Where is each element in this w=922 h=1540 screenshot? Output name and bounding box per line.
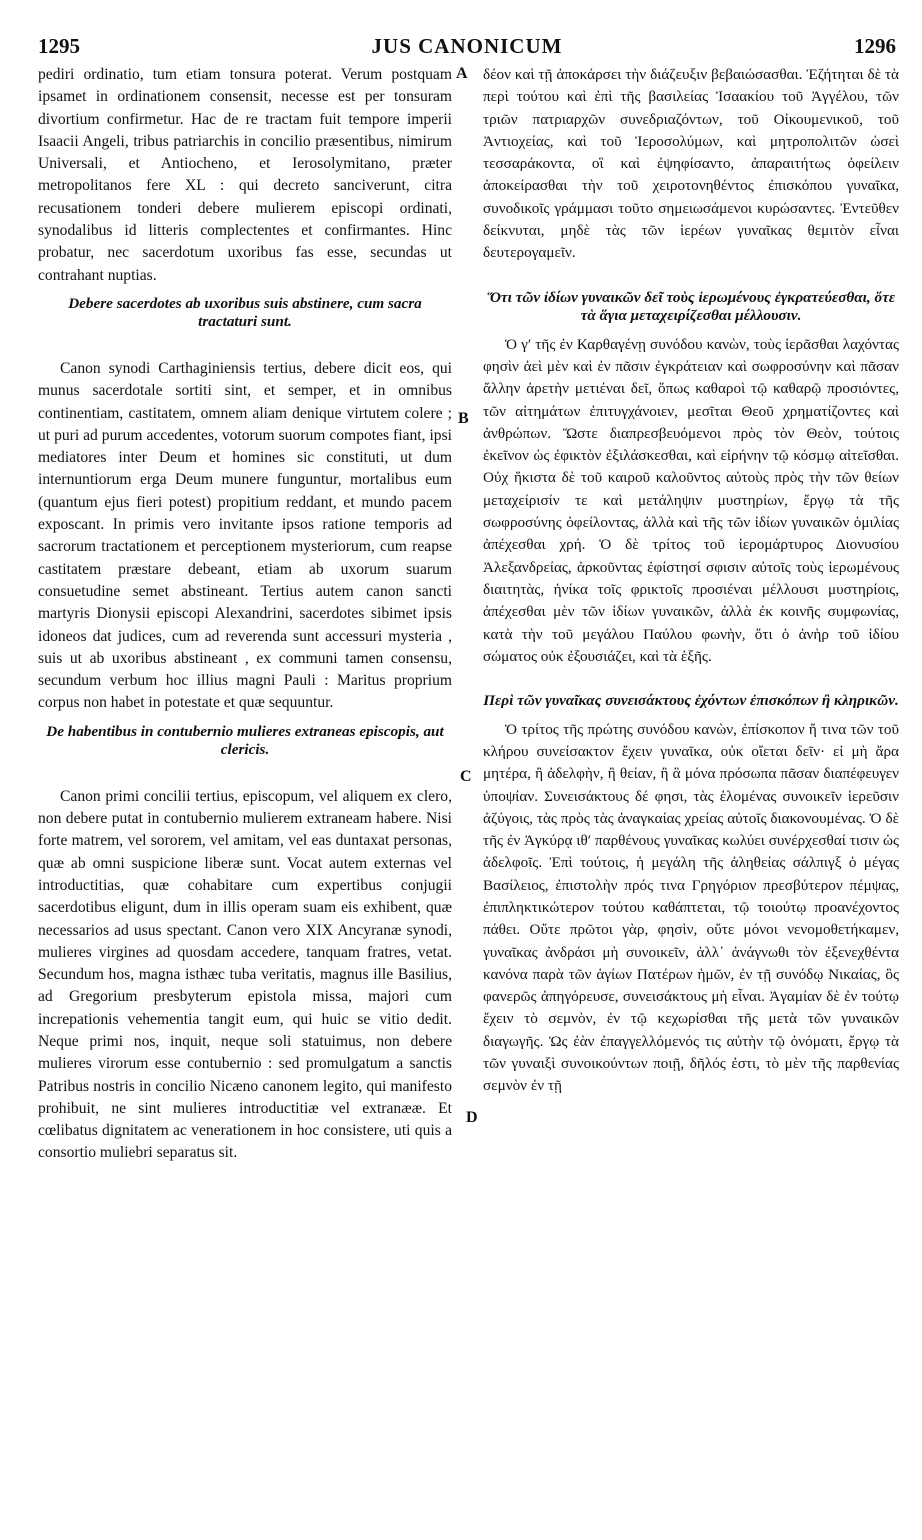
page-header [38,34,896,64]
latin-section-heading: Debere sacerdotes ab uxoribus suis abstinere, cum sacra tractaturi sunt. [68,294,422,331]
latin-paragraph: pediri ordinatio, tum etiam tonsura poterat. Verum postquam ipsamet in ordinationem consensit, necesse est per tonsuram divortium confirmetur. Hac de re tractam fuit tempore imperii Isaacii Angeli, tribus patriarchis in concilio præsentibus, nimirum Universali, et Antiocheno, et Ierosolymitano, præter metropolitanos fere XL : qui decreto sanciverunt, citra recusationem tonderi debere mulierem episcopi ordinati, synodalibus id litteris complectentes et confirmantes. Hinc probatur, nec sacerdotum uxoribus fas esse, secundas ut contrahant nuptias. [38,66,452,284]
greek-section-heading: Ὅτι τῶν ἰδίων γυναικῶν δεῖ τοὺς ἱερωμένους ἐγκρατεύεσθαι, ὅτε τὰ ἅγια μεταχειρίζεσθαι μέλλουσιν. [486,288,896,325]
margin-marker-c: C [460,768,472,785]
latin-section-heading: De habentibus in contubernio mulieres extraneas episcopis, aut clericis. [46,722,444,759]
page-number-left: 1295 [38,34,80,58]
running-title: JUS CANONICUM [371,34,563,58]
margin-marker-d: D [466,1109,478,1126]
greek-paragraph: δέον καὶ τῇ ἀποκάρσει τὴν διάζευξιν βεβαιώσασθαι. Ἐζήτηται δὲ τὰ περὶ τούτου καὶ ἐπὶ τῆς βασιλείας Ἰσαακίου τοῦ Ἀγγέλου, τῶν τριῶν πατριαρχῶν συνεδριαζόντων, τοῦ Οἰκουμενικοῦ, τοῦ Ἀντιοχείας, καὶ τοῦ Ἱεροσολύμων, καὶ μητροπολιτῶν ὡσεὶ τεσσαράκοντα, οἳ καὶ ἐψηφίσαντο, ἀπαραιτήτως ὀφείλειν ἀποκείρασθαι τὴν τοῦ χειροτονηθέντος ἐπισκόπου γυναῖκα, συνοδικοῖς γράμμασι τοῦτο σημειωσάμενοι κυρώσαντες. Ἐντεῦθεν δείκνυται, μηδὲ τὰς τῶν ἱερέων γυναῖκας θεμιτὸν εἶναι δευτερογαμεῖν. [483,66,899,262]
margin-marker-b: B [458,410,469,427]
greek-column [483,64,899,1526]
page-number-right: 1296 [854,34,896,58]
greek-paragraph: Ὁ τρίτος τῆς πρώτης συνόδου κανὼν, ἐπίσκοπον ἤ τινα τῶν τοῦ κλήρου συνείσακτον ἔχειν γυναῖκα, οὐκ οἴεται δεῖν· εἰ μὴ ἄρα μητέρα, ἢ ἀδελφὴν, ἢ θείαν, ἢ ἃ μόνα πρόσωπα πᾶσαν διαπέφευγεν ὑποψίαν. Συνεισάκτους δέ φησι, τὰς ἑλομένας συνοικεῖν ἱερεῦσιν ἀζύγοις, τὰς πρὸς τὰς ἀναγκαίας χρείας αὐτοῖς διακονουμένας. Ὁ δὲ τῆς ἐν Ἀγκύρᾳ ιθʹ παρθένους γυναῖκας κωλύει συνέρχεσθαί τισιν ὡς ἀδελφοῖς. Ἐπὶ τούτοις, ἡ μεγάλη τῆς ἀληθείας σάλπιγξ ὁ μέγας Βασίλειος, ἐπιστολὴν πρός τινα Γρηγόριον πρεσβύτερον πέμψας, ἐπιπληκτικώτερον τούτου καθάπτεται, τῷ τοιούτῳ προανέχοντος πάθει. Οὔτε πρῶτοι γὰρ, φησὶν, οὔτε μόνοι νενομοθετήκαμεν, γυναῖκας ἀνδράσι μὴ συνοικεῖν, ἀλλ᾽ ἀνάγνωθι τὸν ἐξενεχθέντα κανόνα παρὰ τῶν ἁγίων Πατέρων ἡμῶν, ἐν τῇ συνόδῳ Νικαίας, ὃς φανερῶς ἀπηγόρευσε, συνεισάκτους μὴ εἶναι. Ἀγαμίαν δὲ ἐν τούτῳ ἔχειν τὸ σεμνὸν, ἐν τῷ κεχωρίσθαι τῆς μετὰ τῶν γυναικῶν διαγωγῆς. Ὡς ἐὰν ἐπαγγελλόμενός τις αὐτὴν τῷ ὀνόματι, ἔργῳ τὰ τῶν γυναιξὶ συνοικούντων ποιῇ, δῆλός ἐστι, τὸ μὲν τῆς παρθενίας σεμνὸν ἐν τῇ [483,720,899,1095]
latin-paragraph: Canon synodi Carthaginiensis tertius, debere dicit eos, qui munus sacerdotale sortiti sint, et semper, et in omnibus continentiam, castitatem, omnem aliam denique virtutem colere ; ut puri ad purum accedentes, votorum suorum compotes fiant, ipsi mediatores inter Deum et homines sic constituti, ut dum internuntiorum erga Deum munere funguntur, mortalibus eum (quantum ejus fieri potest) propitium reddant, et mundo pacem exposcant. In primis vero invitante ipsos ratione temporis ad sacrorum tractationem et perceptionem mysteriorum, cum reapse castitatem præstare debeant, etiam ab uxorum suarum consuetudine semet abstineant. Tertius autem canon sancti martyris Dionysii episcopi Alexandrini, sacerdotes sibimet ipsis idoneos dat judices, cum ad reverenda sunt accessuri mysteria , suis ut ab uxoribus abstineant , ex communi tamen consensu, secundum verbum hoc illius magni Pauli : Maritus proprium corpus non habet in potestate et quæ sequuntur. [38,359,452,712]
margin-marker-a: A [456,65,468,82]
greek-section-heading: Περὶ τῶν γυναῖκας συνεισάκτους ἐχόντων ἐπισκόπων ἢ κληρικῶν. [483,692,899,710]
greek-paragraph: Ὁ γʹ τῆς ἐν Καρθαγένῃ συνόδου κανὼν, τοὺς ἱερᾶσθαι λαχόντας φησὶν ἀεὶ μὲν καὶ ἐν πᾶσιν ἐγκράτειαν καὶ σωφροσύνην καὶ πᾶσαν ἄλλην ἀρετὴν μετιέναι δεῖ, ὅπως καθαροὶ τῷ καθαρῷ προσιόντες, τῶν αἰτημάτων ἐπιτυγχάνοιεν, μεσῖται Θεοῦ χρηματίζοντες καὶ ἀνθρώπων. Ὥστε διαπρεσβευόμενοι πρὸς τὸν Θεὸν, τούτοις ἐκεῖνον ὡς ἐφικτὸν ἐξιλάσκεσθαι, καὶ εἰρήνην τῷ κόσμῳ αἰτεῖσθαι. Οὐχ ἥκιστα δὲ τοῦ καιροῦ καλοῦντος αὐτοὺς πρὸς τὴν τῶν θείων μεταχείρισίν τε καὶ μετάληψιν μυστηρίων, ἔργῳ τὰ τῆς σωφροσύνης ὀφείλοντας, ἀλλὰ καὶ τῆς τῶν ἰδίων γυναικῶν ὁμιλίας ἀπέχεσθαι χρή. Ὁ δὲ τρίτος τοῦ ἱερομάρτυρος Διονυσίου Ἀλεξανδρείας, ἀρκοῦντας ἐφίστησί σφισιν αὐτοῖς τοὺς ἱερωμένους διαιτητὰς, ἡνίκα τοῖς φρικτοῖς προσιέναι μέλλουσι μυστηρίοις, ἀπέχεσθαι μὲν τῶν ἰδίων γυναικῶν, ἀλλὰ ἐκ κοινῆς συμφωνίας, κατὰ τὴν τοῦ μεγάλου Παύλου φωνὴν, ὅτι ὁ ἀνὴρ τοῦ ἰδίου σώματος οὐκ ἐξουσιάζει, καὶ τὰ ἑξῆς. [483,335,899,665]
latin-paragraph: Canon primi concilii tertius, episcopum, vel aliquem ex clero, non debere putat in contubernio mulierem extraneam habere. Nisi forte matrem, vel sororem, vel amitam, vel eas duntaxat personas, quæ ab omni suspicione liberæ sunt. Vocat autem externas vel introductitias, quæ cohabitare cum expertibus conjugii sacerdotibus eligunt, dum in illis operam suam eis exhibent, quæ necessarios ad usus spectant. Canon vero XIX Ancyranæ synodi, mulieres virgines ad quosdam accedere, tanquam fratres, vetat. Secundum hos, magna isthæc tuba veritatis, magnus ille Basilius, ad Gregorium presbyterum epistola missa, majori cum increpationis vehementia tangit eum, qui huic se vitio dedit. Neque primi nos, inquit, neque soli statuimus, non debere mulieres virorum esse contubernio : sed promulgatum a sanctis Patribus nostris in concilio Nicæno canonem legito, qui manifesto prohibuit, ne sint mulieres introductitiæ vel extranææ. Et cœlibatus dignitatem ac venerationem in hoc consistere, uti quis a consortio muliebri separatus sit. [38,787,452,1162]
latin-column [38,64,452,1526]
